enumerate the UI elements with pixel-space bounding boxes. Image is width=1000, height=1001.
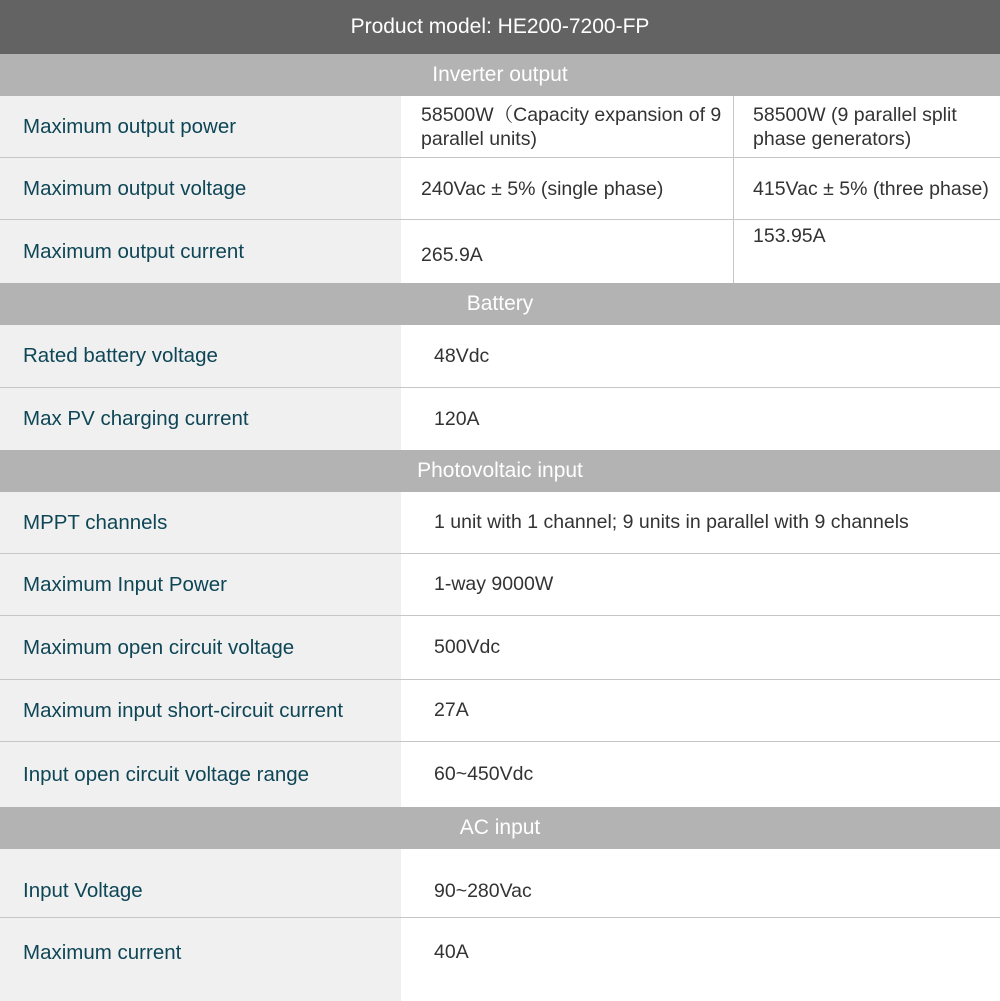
row-label: Input Voltage bbox=[0, 849, 401, 917]
table-row bbox=[0, 158, 1000, 220]
row-value: 40A bbox=[434, 941, 469, 963]
row-value: 120A bbox=[434, 407, 480, 430]
row-value: 1-way 9000W bbox=[434, 573, 554, 595]
row-value: 58500W（Capacity expansion of 9 parallel units) bbox=[421, 103, 722, 150]
section-ac-input: AC input bbox=[0, 807, 1000, 849]
row-label: Maximum output power bbox=[0, 96, 401, 157]
row-label: Maximum output voltage bbox=[0, 158, 401, 219]
row-value-2: 153.95A bbox=[733, 220, 1000, 283]
row-label: Input open circuit voltage range bbox=[0, 742, 401, 807]
table-row bbox=[0, 918, 1000, 1001]
section-battery: Battery bbox=[0, 283, 1000, 325]
row-value: 90~280Vac bbox=[434, 879, 532, 902]
row-value: 60~450Vdc bbox=[434, 763, 534, 785]
row-label: Maximum input short-circuit current bbox=[0, 680, 401, 741]
section-photovoltaic-input: Photovoltaic input bbox=[0, 450, 1000, 492]
row-label: MPPT channels bbox=[0, 492, 401, 553]
table-row bbox=[0, 325, 1000, 388]
table-row bbox=[0, 220, 1000, 283]
row-value: 48Vdc bbox=[434, 344, 490, 367]
row-label: Maximum Input Power bbox=[0, 554, 401, 615]
row-label: Maximum current bbox=[0, 918, 401, 1001]
table-row bbox=[0, 616, 1000, 680]
row-label: Max PV charging current bbox=[0, 388, 401, 450]
row-label: Maximum open circuit voltage bbox=[0, 616, 401, 679]
row-label: Maximum output current bbox=[0, 220, 401, 283]
row-value: 500Vdc bbox=[434, 636, 501, 658]
row-value-2: 58500W (9 parallel split phase generators) bbox=[733, 96, 1000, 157]
row-label: Rated battery voltage bbox=[0, 325, 401, 387]
row-value: 265.9A bbox=[421, 243, 483, 266]
row-value: 1 unit with 1 channel; 9 units in parallel with 9 channels bbox=[434, 511, 909, 533]
table-row bbox=[0, 849, 1000, 918]
table-row bbox=[0, 742, 1000, 807]
table-row bbox=[0, 96, 1000, 158]
product-model-header: Product model: HE200-7200-FP bbox=[0, 0, 1000, 54]
section-inverter-output: Inverter output bbox=[0, 54, 1000, 96]
table-row bbox=[0, 680, 1000, 742]
row-value-2: 415Vac ± 5% (three phase) bbox=[733, 158, 1000, 219]
table-row bbox=[0, 388, 1000, 450]
row-value: 240Vac ± 5% (single phase) bbox=[421, 177, 664, 200]
row-value: 27A bbox=[434, 699, 469, 721]
table-row bbox=[0, 554, 1000, 616]
table-row bbox=[0, 492, 1000, 554]
